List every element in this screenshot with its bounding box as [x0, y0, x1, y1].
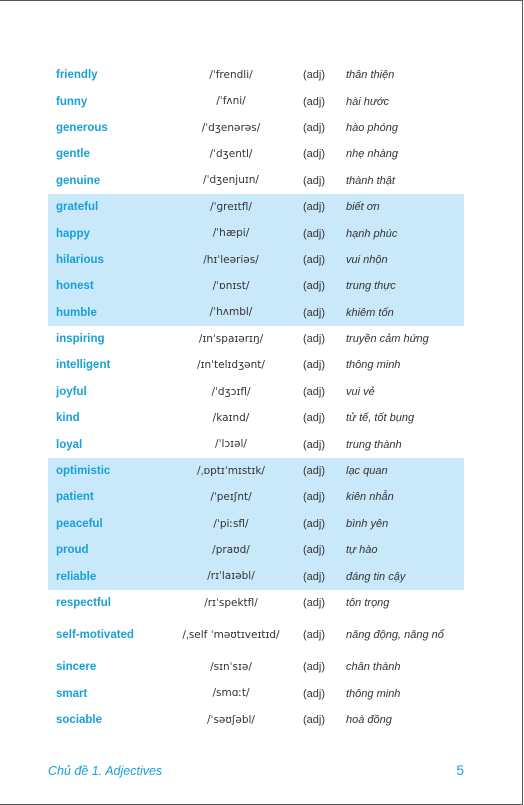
vocab-part-of-speech: (adj) — [302, 227, 325, 240]
vocab-pronunciation: /ˈpiːsfl/ — [213, 517, 249, 530]
vocab-meaning: vui nhộn — [346, 253, 388, 266]
vocab-part-of-speech: (adj) — [302, 280, 325, 293]
vocab-word: inspiring — [56, 333, 105, 346]
vocab-part-of-speech: (adj) — [302, 570, 325, 583]
vocab-part-of-speech: (adj) — [302, 438, 325, 451]
vocab-word: joyful — [56, 385, 87, 398]
vocab-pronunciation: /ˌɒptɪˈmɪstɪk/ — [197, 464, 265, 477]
vocab-meaning: kiên nhẫn — [346, 491, 394, 504]
vocab-meaning: tự hào — [346, 544, 378, 557]
page-number: 5 — [456, 762, 464, 778]
vocab-row — [48, 511, 464, 537]
vocab-pronunciation: /ɪnˈtelɪdʒənt/ — [197, 359, 265, 372]
vocab-meaning: tử tế, tốt bụng — [346, 412, 415, 425]
vocab-row — [48, 141, 464, 167]
vocab-row — [48, 247, 464, 273]
vocab-meaning: vui vẻ — [346, 385, 375, 398]
vocab-pronunciation: /ˈfʌni/ — [216, 95, 246, 108]
vocab-row — [48, 484, 464, 510]
vocab-meaning: hài hước — [346, 95, 389, 108]
vocab-row — [48, 62, 464, 88]
vocab-meaning: truyền cảm hứng — [346, 333, 429, 346]
vocab-word: proud — [56, 544, 89, 557]
vocab-part-of-speech: (adj) — [302, 174, 325, 187]
vocab-word: patient — [56, 491, 94, 504]
vocab-word: self-motivated — [56, 629, 134, 642]
vocab-word: loyal — [56, 438, 83, 451]
vocab-pronunciation: /ˈlɔɪəl/ — [215, 438, 247, 451]
vocab-meaning: bình yên — [346, 517, 389, 530]
vocab-pronunciation: /hɪˈleəriəs/ — [203, 253, 259, 266]
vocab-pronunciation: /ˈdʒentl/ — [209, 148, 253, 161]
vocab-meaning: hào phóng — [346, 121, 398, 134]
vocab-word: smart — [56, 687, 88, 700]
vocab-part-of-speech: (adj) — [302, 148, 325, 161]
vocab-row — [48, 590, 464, 616]
vocab-word: grateful — [56, 201, 99, 214]
chapter-title: Chủ đề 1. Adjectives — [48, 764, 163, 778]
vocab-word: generous — [56, 121, 108, 134]
vocab-row — [48, 115, 464, 141]
vocab-row — [48, 458, 464, 484]
vocab-pronunciation: /ˈhæpi/ — [212, 227, 250, 240]
vocab-word: reliable — [56, 570, 97, 583]
vocab-part-of-speech: (adj) — [302, 465, 325, 478]
vocab-part-of-speech: (adj) — [302, 333, 325, 346]
vocab-pronunciation: /ɪnˈspaɪərɪŋ/ — [198, 332, 264, 345]
vocab-meaning: trung thực — [346, 280, 396, 293]
vocab-meaning: nhẹ nhàng — [346, 148, 398, 161]
vocab-pronunciation: /kaɪnd/ — [212, 411, 250, 424]
vocab-part-of-speech: (adj) — [302, 661, 325, 674]
vocab-pronunciation: /ˈfrendli/ — [209, 68, 253, 81]
vocab-word: sincere — [56, 661, 97, 674]
vocab-part-of-speech: (adj) — [302, 412, 325, 425]
vocab-part-of-speech: (adj) — [302, 687, 325, 700]
vocab-part-of-speech: (adj) — [302, 306, 325, 319]
vocab-meaning: chân thành — [346, 661, 401, 674]
vocab-part-of-speech: (adj) — [302, 121, 325, 134]
vocab-pronunciation: /smɑːt/ — [212, 687, 250, 700]
vocab-row — [48, 537, 464, 563]
vocab-pronunciation: /ˈɡreɪtfl/ — [210, 200, 252, 213]
vocab-row — [48, 300, 464, 326]
vocab-part-of-speech: (adj) — [302, 201, 325, 214]
vocab-row — [48, 194, 464, 220]
vocab-row — [48, 220, 464, 246]
vocab-part-of-speech: (adj) — [302, 491, 325, 504]
vocab-row — [48, 654, 464, 680]
vocab-pronunciation: /rɪˈspektfl/ — [204, 596, 258, 609]
vocab-row — [48, 431, 464, 457]
vocab-word: friendly — [56, 69, 98, 82]
vocab-part-of-speech: (adj) — [302, 597, 325, 609]
vocab-pronunciation: /ˈdʒenərəs/ — [201, 121, 261, 134]
vocab-pronunciation: /ˈɒnɪst/ — [212, 280, 250, 293]
vocab-part-of-speech: (adj) — [302, 253, 325, 266]
vocab-part-of-speech: (adj) — [302, 69, 325, 82]
vocab-meaning: năng động, năng nổ — [346, 629, 444, 642]
vocab-pronunciation: /sɪnˈsɪə/ — [210, 661, 252, 674]
vocab-row — [48, 273, 464, 299]
vocab-row — [48, 352, 464, 378]
vocab-part-of-speech: (adj) — [302, 95, 325, 108]
vocab-pronunciation: /ˈpeɪʃnt/ — [210, 491, 252, 504]
vocab-meaning: thông minh — [346, 359, 401, 372]
vocab-part-of-speech: (adj) — [302, 714, 325, 727]
vocab-pronunciation: /praʊd/ — [212, 543, 250, 556]
vocab-meaning: tôn trọng — [346, 597, 390, 609]
vocab-row — [48, 707, 464, 733]
vocab-word: optimistic — [56, 465, 111, 478]
vocab-row — [48, 326, 464, 352]
vocab-meaning: hạnh phúc — [346, 227, 398, 240]
vocab-word: gentle — [56, 148, 90, 161]
vocab-word: sociable — [56, 714, 103, 727]
vocab-pronunciation: /ˈdʒɔɪfl/ — [211, 385, 251, 398]
vocab-meaning: khiêm tốn — [346, 306, 394, 319]
vocab-meaning: thân thiện — [346, 69, 395, 82]
vocabulary-table — [48, 62, 464, 733]
vocab-meaning: đáng tin cậy — [346, 570, 406, 583]
vocab-part-of-speech: (adj) — [302, 517, 325, 530]
vocab-row — [48, 681, 464, 707]
vocab-word: honest — [56, 280, 94, 293]
vocab-word: happy — [56, 227, 90, 240]
vocab-row — [48, 616, 464, 654]
vocab-word: peaceful — [56, 517, 103, 530]
vocab-word: kind — [56, 412, 80, 425]
vocab-word: funny — [56, 95, 88, 108]
vocab-pronunciation: /rɪˈlaɪəbl/ — [207, 570, 255, 583]
vocab-pronunciation: /ˈdʒenjuɪn/ — [203, 174, 259, 187]
vocab-meaning: lạc quan — [346, 465, 388, 478]
vocab-pronunciation: /ˈhʌmbl/ — [209, 306, 253, 319]
vocab-meaning: hoà đồng — [346, 714, 392, 727]
vocab-word: intelligent — [56, 359, 111, 372]
vocab-word: hilarious — [56, 253, 104, 266]
vocab-pronunciation: /ˈsəʊʃəbl/ — [207, 713, 255, 726]
vocab-meaning: trung thành — [346, 438, 402, 451]
vocab-word: humble — [56, 306, 97, 319]
vocab-meaning: thành thật — [346, 174, 395, 187]
vocab-part-of-speech: (adj) — [302, 544, 325, 557]
vocab-meaning: biết ơn — [346, 201, 380, 214]
vocab-row — [48, 563, 464, 589]
vocab-part-of-speech: (adj) — [302, 359, 325, 372]
vocab-word: genuine — [56, 174, 101, 187]
vocab-row — [48, 88, 464, 114]
vocab-pronunciation: /ˌself ˈməʊtɪveɪtɪd/ — [182, 628, 280, 641]
vocab-part-of-speech: (adj) — [302, 629, 325, 642]
vocab-meaning: thông minh — [346, 687, 401, 700]
vocab-part-of-speech: (adj) — [302, 385, 325, 398]
vocab-row — [48, 379, 464, 405]
vocab-word: respectful — [56, 597, 111, 609]
vocab-row — [48, 405, 464, 431]
vocab-row — [48, 168, 464, 194]
